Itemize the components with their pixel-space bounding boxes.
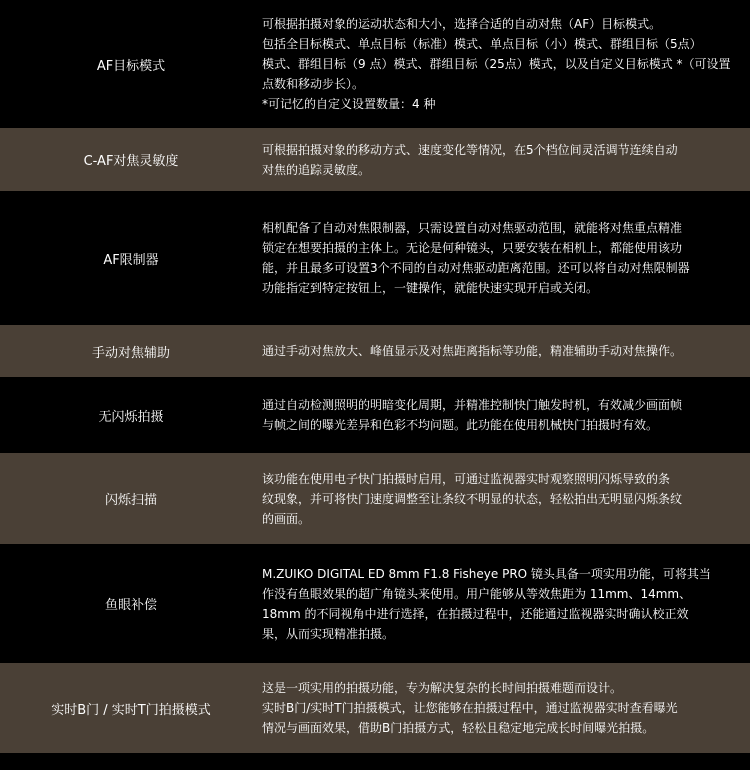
spec-description-line: *可记忆的自定义设置数量：4 种	[262, 97, 436, 111]
spec-row-mf-assist	[0, 325, 750, 377]
spec-description	[262, 663, 742, 753]
spec-description-line: 与帧之间的曝光差异和色彩不均问题。此功能在使用机械快门拍摄时有效。	[262, 418, 659, 432]
spec-description-line: 可根据拍摄对象的运动状态和大小，选择合适的自动对焦（AF）目标模式。	[262, 17, 662, 31]
spec-label: 鱼眼补偿	[104, 598, 157, 613]
spec-label: 闪烁扫描	[104, 493, 157, 508]
spec-description	[262, 377, 742, 453]
spec-row-af-limiter	[0, 191, 750, 325]
spec-description	[262, 0, 742, 128]
spec-label: 实时B门 / 实时T门拍摄模式	[51, 702, 211, 718]
spec-description-line: 这是一项实用的拍摄功能，专为解决复杂的长时间拍摄难题而设计。	[262, 681, 623, 695]
spec-description-line: 包括全目标模式、单点目标（标准）模式、单点目标（小）模式、群组目标（5点）	[262, 37, 702, 51]
spec-description-line: 通过自动检测照明的明暗变化周期，并精准控制快门触发时机，有效减少画面帧	[262, 398, 683, 412]
spec-description-line: 能，并且最多可设置3个不同的自动对焦驱动距离范围。还可以将自动对焦限制器	[262, 261, 690, 275]
spec-description	[262, 544, 742, 663]
spec-row-flicker-free	[0, 377, 750, 453]
spec-description-line: 模式、群组目标（9 点）模式、群组目标（25点）模式，以及自定义目标模式 *（可设置	[262, 57, 731, 71]
spec-description-line: M.ZUIKO DIGITAL ED 8mm F1.8 Fisheye PRO 镜头具备一项实用功能，可将其当	[262, 566, 711, 581]
spec-description-line: 功能指定到特定按钮上，一键操作，就能快速实现开启或关闭。	[262, 281, 599, 295]
spec-description	[262, 191, 742, 325]
spec-label: AF限制器	[103, 252, 159, 268]
spec-label: 无闪烁拍摄	[98, 409, 164, 425]
spec-description-line: 通过手动对焦放大、峰值显示及对焦距离指标等功能，精准辅助手动对焦操作。	[262, 344, 683, 358]
spec-description-line: 锁定在想要拍摄的主体上。无论是何种镜头，只要安装在相机上，都能使用该功	[262, 241, 683, 255]
spec-description-line: 18mm 的不同视角中进行选择，在拍摄过程中，还能通过监视器实时确认校正效	[262, 606, 689, 621]
spec-description-line: 实时B门/实时T门拍摄模式，让您能够在拍摄过程中，通过监视器实时查看曝光	[262, 701, 678, 715]
spec-description-line: 的画面。	[262, 511, 311, 526]
spec-description	[262, 128, 742, 191]
spec-row-caf-sensitivity	[0, 128, 750, 191]
spec-description-line: 对焦的追踪灵敏度。	[262, 162, 371, 177]
spec-label: AF目标模式	[96, 58, 166, 74]
spec-description-line: 作没有鱼眼效果的超广角镜头来使用。用户能够从等效焦距为 11mm、14mm、	[262, 586, 692, 601]
spec-description	[262, 325, 742, 377]
spec-description-line: 纹现象，并可将快门速度调整至让条纹不明显的状态，轻松拍出无明显闪烁条纹	[262, 491, 683, 506]
spec-description	[262, 453, 742, 544]
spec-label: C-AF对焦灵敏度	[83, 154, 179, 169]
spec-description-line: 果，从而实现精准拍摄。	[262, 626, 395, 641]
spec-row-flicker-scan	[0, 453, 750, 544]
spec-row-af-target-mode	[0, 0, 750, 128]
spec-description-line: 点数和移动步长）。	[262, 77, 365, 91]
spec-description-line: 可根据拍摄对象的移动方式、速度变化等情况，在5个档位间灵活调节连续自动	[262, 142, 678, 157]
spec-description-line: 相机配备了自动对焦限制器，只需设置自动对焦驱动范围，就能将对焦重点精准	[262, 221, 683, 235]
spec-row-fisheye-compensation	[0, 544, 750, 663]
spec-description-line: 该功能在使用电子快门拍摄时启用，可通过监视器实时观察照明闪烁导致的条	[262, 471, 671, 486]
spec-row-live-bulb-time	[0, 663, 750, 753]
spec-label: 手动对焦辅助	[91, 345, 170, 361]
spec-description-line: 情况与画面效果，借助B门拍摄方式，轻松且稳定地完成长时间曝光拍摄。	[262, 721, 655, 735]
